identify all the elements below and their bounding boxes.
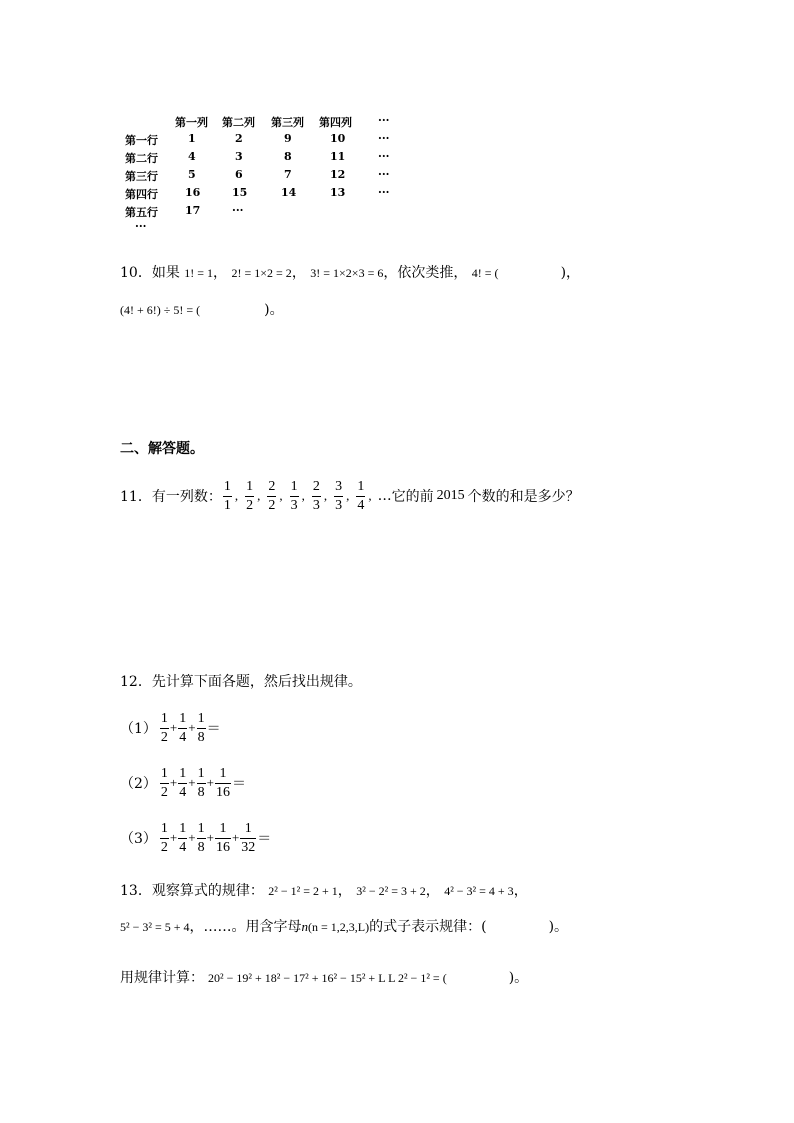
plus-sign: + <box>231 830 240 845</box>
separator: ， <box>513 883 528 899</box>
fraction-bar <box>312 496 321 497</box>
col-header: 第三列 <box>271 116 304 129</box>
plus-sign: + <box>206 830 214 845</box>
question-number: 11． <box>120 489 152 505</box>
numerator: 1 <box>197 710 205 726</box>
close-paren: )， <box>560 265 581 281</box>
table-cell: 12 <box>330 168 346 181</box>
table-cell: 10 <box>330 132 346 145</box>
denominator: 32 <box>241 839 256 855</box>
fraction-bar <box>334 496 343 497</box>
question-13 <box>120 880 528 900</box>
row-label: 第四行 <box>125 188 158 201</box>
equals-sign: ＝ <box>231 777 246 792</box>
close-paren: )。 <box>508 970 529 986</box>
math-expr: 1! = 1 <box>184 266 214 280</box>
math-expr: 2! = 1×2 = 2 <box>231 266 292 280</box>
fraction-bar <box>160 838 169 839</box>
fraction-bar <box>197 728 206 729</box>
separator: , <box>257 488 261 503</box>
separator: ， <box>425 883 440 899</box>
plus-sign: + <box>206 775 214 790</box>
fraction-bar <box>178 783 187 784</box>
table-cell: 9 <box>284 132 292 145</box>
question-13-line2 <box>120 916 568 936</box>
plus-sign: + <box>169 720 178 735</box>
numerator: 1 <box>160 820 168 836</box>
fraction <box>160 822 169 855</box>
fraction <box>197 767 206 800</box>
denominator: 3 <box>290 497 298 513</box>
separator: , <box>346 488 350 503</box>
equals-sign: ＝ <box>257 832 272 847</box>
table-cell: 6 <box>235 168 243 181</box>
math-expr: 5² − 3² = 5 + 4 <box>120 920 190 934</box>
fraction <box>215 767 231 800</box>
plus-sign: + <box>188 775 196 790</box>
fraction <box>290 480 299 513</box>
q12-item-1 <box>120 710 221 746</box>
table-continuation: ··· <box>135 220 147 233</box>
row-label: 第五行 <box>125 206 158 219</box>
denominator: 4 <box>179 729 187 745</box>
table-cell: ··· <box>378 132 390 145</box>
fraction-bar <box>290 496 299 497</box>
denominator: 16 <box>215 839 230 855</box>
item-label: （2） <box>120 776 157 792</box>
numerator: 1 <box>197 820 205 836</box>
denominator: 2 <box>160 784 168 800</box>
item-label: （1） <box>120 721 157 737</box>
numerator: 2 <box>268 478 276 494</box>
math-expr: (4! + 6!) ÷ 5! = ( <box>120 303 201 317</box>
math-expr: 4! = ( <box>471 266 499 280</box>
fraction <box>356 480 365 513</box>
fraction-bar <box>240 838 256 839</box>
question-number: 10． <box>120 265 152 281</box>
numerator: 1 <box>290 478 298 494</box>
fraction <box>160 712 169 745</box>
question-text: ，……。用含字母 <box>189 919 302 935</box>
fraction-bar <box>267 496 276 497</box>
math-expr: 4² − 3² = 4 + 3 <box>444 884 514 898</box>
numerator: 1 <box>246 478 254 494</box>
fraction-bar <box>160 728 169 729</box>
denominator: 2 <box>160 729 168 745</box>
equals-sign: ＝ <box>206 722 221 737</box>
table-cell: 14 <box>281 186 297 199</box>
plus-sign: + <box>188 720 196 735</box>
numerator: 1 <box>223 478 231 494</box>
close-paren: )。 <box>264 302 284 318</box>
fraction-bar <box>215 838 231 839</box>
item-label: （3） <box>120 831 157 847</box>
col-header: ··· <box>378 114 390 127</box>
plus-sign: + <box>169 830 178 845</box>
table-cell: ··· <box>232 204 244 217</box>
numerator: 1 <box>160 710 168 726</box>
question-text: 观察算式的规律： <box>151 883 264 899</box>
fraction <box>267 480 276 513</box>
question-text: 先计算下面各题，然后找出规律。 <box>151 674 362 690</box>
separator: , <box>368 488 372 503</box>
fraction-bar <box>223 496 232 497</box>
separator: , <box>234 488 239 503</box>
fraction <box>160 767 169 800</box>
fraction <box>178 822 187 855</box>
row-label: 第三行 <box>125 170 158 183</box>
question-text: 有一列数： <box>151 489 222 505</box>
numerator: 1 <box>179 820 187 836</box>
question-text: 用规律计算： <box>120 970 204 986</box>
numerator: 1 <box>244 820 252 836</box>
q12-item-2 <box>120 765 246 801</box>
table-cell: ··· <box>378 186 390 199</box>
fraction-bar <box>215 783 231 784</box>
numerator: 1 <box>357 478 365 494</box>
numerator: 1 <box>219 765 227 781</box>
denominator: 3 <box>335 497 343 513</box>
question-13-line3 <box>120 967 528 987</box>
question-text: 个数的和是多少？ <box>467 489 580 505</box>
fraction-bar <box>356 496 365 497</box>
numerator: 1 <box>179 765 187 781</box>
denominator: 2 <box>246 497 254 513</box>
table-cell: 5 <box>188 168 196 181</box>
separator: ， <box>337 883 352 899</box>
math-expr: 20² − 19² + 18² − 17² + 16² − 15² + L L 2² − 1² = ( <box>208 971 447 985</box>
fraction-bar <box>160 783 169 784</box>
table-cell: 1 <box>188 132 196 145</box>
col-header: 第一列 <box>175 116 208 129</box>
separator: ， <box>213 265 228 281</box>
table-cell: 13 <box>330 186 346 199</box>
denominator: 4 <box>179 784 187 800</box>
numerator: 1 <box>179 710 187 726</box>
row-label: 第二行 <box>125 152 158 165</box>
denominator: 2 <box>160 839 168 855</box>
question-text: 如果 <box>151 265 180 281</box>
denominator: 8 <box>197 729 205 745</box>
denominator: 4 <box>357 497 365 513</box>
separator: ， <box>291 265 306 281</box>
fraction-bar <box>197 838 206 839</box>
fraction-bar <box>178 728 187 729</box>
col-header: 第四列 <box>319 116 352 129</box>
math-expr: 3! = 1×2×3 = 6 <box>310 266 384 280</box>
denominator: 8 <box>197 839 205 855</box>
table-cell: 8 <box>284 150 292 163</box>
fraction <box>178 712 187 745</box>
table-cell: ··· <box>378 168 390 181</box>
question-number: 12． <box>120 674 152 690</box>
numerator: 1 <box>197 765 205 781</box>
fraction-bar <box>197 783 206 784</box>
fraction <box>334 480 343 513</box>
ellipsis: … <box>377 488 392 504</box>
number: 2015 <box>436 488 465 503</box>
fraction <box>197 712 206 745</box>
table-cell: 4 <box>188 150 196 163</box>
q12-item-3 <box>120 820 271 856</box>
plus-sign: + <box>169 775 178 790</box>
fraction <box>215 822 231 855</box>
separator: , <box>301 488 305 503</box>
plus-sign: + <box>188 830 196 845</box>
math-expr: 2² − 1² = 2 + 1 <box>268 884 338 898</box>
denominator: 1 <box>223 497 231 513</box>
fraction-sequence <box>222 480 378 513</box>
table-cell: 16 <box>185 186 201 199</box>
close-paren: )。 <box>548 919 569 935</box>
numerator: 1 <box>219 820 227 836</box>
fraction <box>240 822 256 855</box>
denominator: 2 <box>268 497 276 513</box>
variable: n <box>301 919 308 934</box>
question-10-line2 <box>120 299 284 319</box>
question-text: ，依次类推， <box>383 265 468 281</box>
question-number: 13． <box>120 883 152 899</box>
separator: , <box>323 488 328 503</box>
table-cell: 3 <box>235 150 243 163</box>
fraction <box>312 480 321 513</box>
table-cell: 17 <box>185 204 201 217</box>
fraction <box>223 480 232 513</box>
table-cell: 2 <box>235 132 243 145</box>
table-cell: 11 <box>330 150 346 163</box>
question-text: 的式子表示规律：( <box>369 919 487 935</box>
numerator: 2 <box>312 478 320 494</box>
col-header: 第二列 <box>222 116 255 129</box>
math-expr: 3² − 2² = 3 + 2 <box>356 884 426 898</box>
question-text: 它的前 <box>391 489 434 505</box>
fraction <box>178 767 187 800</box>
question-11 <box>120 478 580 514</box>
table-cell: 7 <box>284 168 292 181</box>
denominator: 8 <box>197 784 205 800</box>
fraction <box>245 480 254 513</box>
question-12 <box>120 671 362 691</box>
denominator: 3 <box>312 497 320 513</box>
denominator: 16 <box>215 784 230 800</box>
denominator: 4 <box>179 839 187 855</box>
fraction-bar <box>178 838 187 839</box>
numerator: 1 <box>160 765 168 781</box>
section-title: 二、解答题。 <box>120 441 204 457</box>
fraction-bar <box>245 496 254 497</box>
question-10 <box>120 262 580 282</box>
separator: , <box>279 488 283 503</box>
math-expr: (n = 1,2,3,L) <box>308 920 370 934</box>
table-cell: ··· <box>378 150 390 163</box>
fraction <box>197 822 206 855</box>
row-label: 第一行 <box>125 134 158 147</box>
numerator: 3 <box>335 478 343 494</box>
table-cell: 15 <box>232 186 248 199</box>
